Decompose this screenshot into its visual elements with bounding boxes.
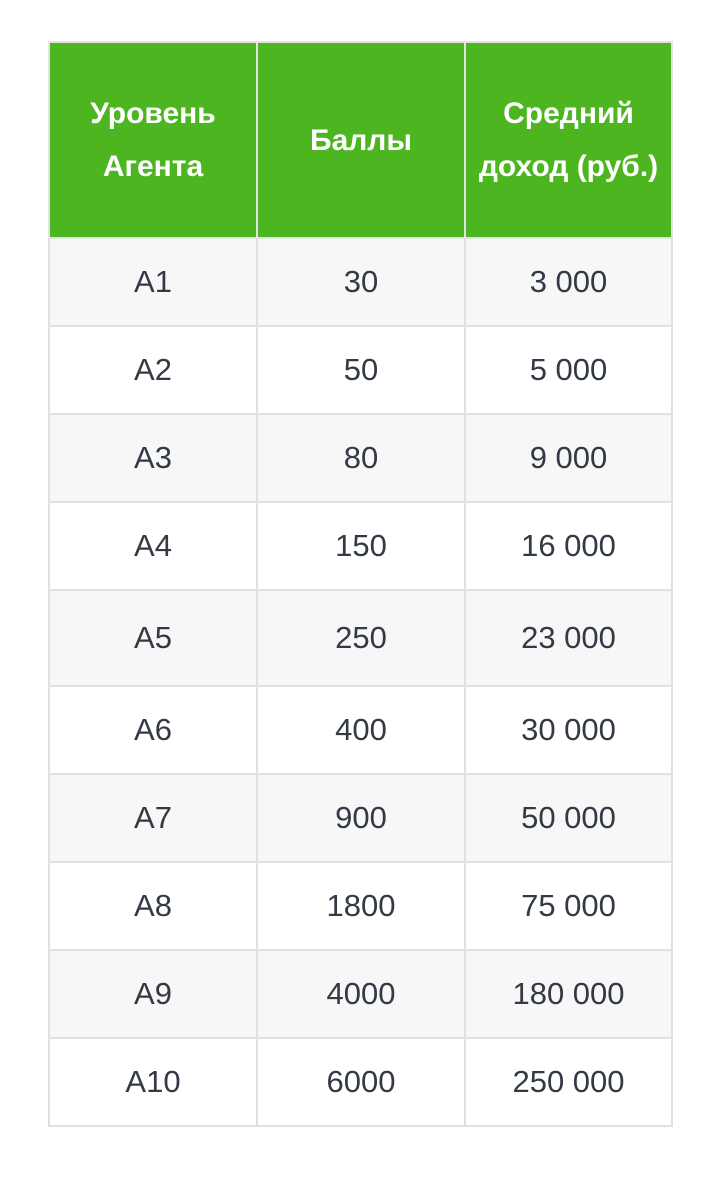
cell-income: 3 000 [465, 238, 672, 326]
cell-income: 5 000 [465, 326, 672, 414]
header-agent-level: Уровень Агента [49, 42, 257, 238]
cell-income: 9 000 [465, 414, 672, 502]
cell-income: 75 000 [465, 862, 672, 950]
cell-income: 23 000 [465, 590, 672, 686]
cell-points: 150 [257, 502, 465, 590]
cell-level: A4 [49, 502, 257, 590]
agent-levels-table-container [48, 41, 671, 1127]
cell-level: A9 [49, 950, 257, 1038]
cell-points: 30 [257, 238, 465, 326]
cell-points: 250 [257, 590, 465, 686]
cell-income: 50 000 [465, 774, 672, 862]
table-row [49, 1038, 672, 1126]
cell-level: A2 [49, 326, 257, 414]
cell-points: 900 [257, 774, 465, 862]
agent-levels-table [48, 41, 673, 1127]
cell-level: A5 [49, 590, 257, 686]
table-row [49, 774, 672, 862]
table-row [49, 502, 672, 590]
table-row [49, 686, 672, 774]
header-row [49, 42, 672, 238]
cell-points: 4000 [257, 950, 465, 1038]
cell-income: 16 000 [465, 502, 672, 590]
cell-level: A3 [49, 414, 257, 502]
cell-income: 30 000 [465, 686, 672, 774]
table-row [49, 238, 672, 326]
cell-points: 80 [257, 414, 465, 502]
cell-level: A1 [49, 238, 257, 326]
table-body [49, 238, 672, 1126]
table-row [49, 414, 672, 502]
cell-points: 1800 [257, 862, 465, 950]
cell-level: A6 [49, 686, 257, 774]
cell-income: 180 000 [465, 950, 672, 1038]
table-row [49, 950, 672, 1038]
table-header [49, 42, 672, 238]
table-row [49, 590, 672, 686]
header-points: Баллы [257, 42, 465, 238]
header-average-income: Средний доход (руб.) [465, 42, 672, 238]
cell-points: 6000 [257, 1038, 465, 1126]
cell-level: A10 [49, 1038, 257, 1126]
cell-points: 400 [257, 686, 465, 774]
cell-income: 250 000 [465, 1038, 672, 1126]
table-row [49, 326, 672, 414]
cell-level: A8 [49, 862, 257, 950]
cell-points: 50 [257, 326, 465, 414]
cell-level: A7 [49, 774, 257, 862]
table-row [49, 862, 672, 950]
